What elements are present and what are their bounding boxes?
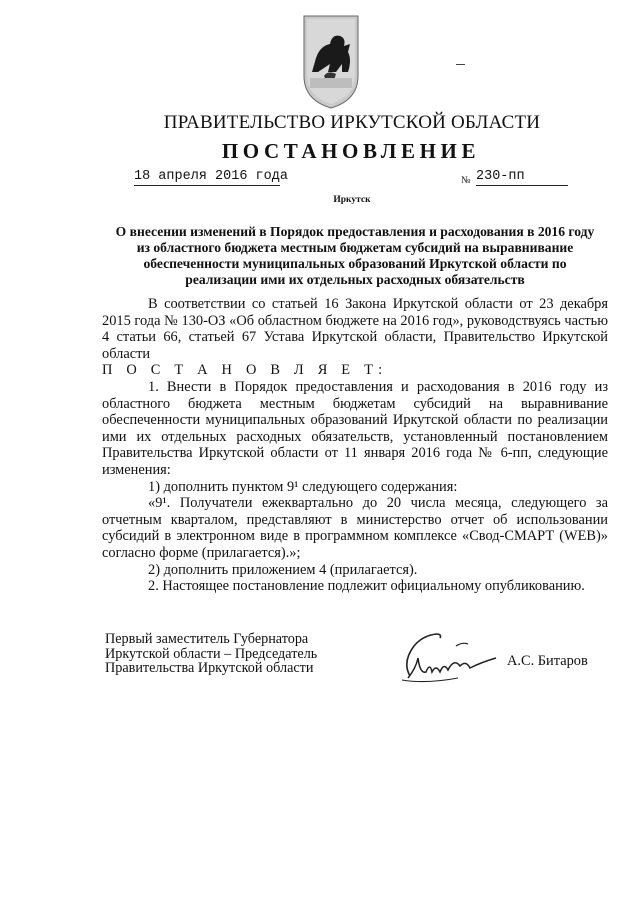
preamble-paragraph: В соответствии со статьей 16 Закона Иркутской области от 23 декабря 2015 года № 130-ОЗ «Об областном бюджете на 2016 год», руководствуясь частью 4 статьи 66, статьей 67 Устава Иркутской области, Правительство Иркутской области: [102, 296, 608, 362]
decree-body: [102, 296, 608, 595]
item-1-paragraph: 1. Внести в Порядок предоставления и расходования в 2016 году из областного бюджета местным бюджетам субсидий на выравнивание обеспеченности муниципальных образований Иркутской области по реализации ими их отдельных расходных обязательств, установленный постановлением Правительства Иркутской области от 11 января 2016 года № 6-пп, следующие изменения:: [102, 378, 608, 478]
stray-mark: [456, 64, 465, 65]
signer-name: А.С. Битаров: [507, 653, 588, 669]
government-title: ПРАВИТЕЛЬСТВО ИРКУТСКОЙ ОБЛАСТИ: [163, 112, 541, 133]
handwritten-signature-icon: [396, 628, 504, 690]
city-name: Иркутск: [333, 195, 371, 205]
coat-of-arms-icon: [302, 14, 360, 110]
item-2-paragraph: 2. Настоящее постановление подлежит официальному опубликованию.: [148, 578, 585, 595]
item-1-1-paragraph: 1) дополнить пунктом 9¹ следующего содержания:: [148, 478, 458, 495]
decree-date: 18 апреля 2016 года: [134, 169, 288, 184]
resolves-heading: П О С Т А Н О В Л Я Е Т:: [102, 362, 388, 379]
item-1-1-text-paragraph: «9¹. Получатели ежеквартально до 20 числа месяца, следующего за отчетным кварталом, представляют в министерство отчет об использовании субсидий в электронном виде в программном комплексе «Свод-СМАРТ (WEB)» согласно форме (прилагается).»;: [102, 495, 608, 561]
decree-subject: О внесении изменений в Порядок предоставления и расходования в 2016 году из областного бюджета местным бюджетам субсидий на выравнивание обеспеченности муниципальных образований Иркутской области по реализации ими их отдельных расходных обязательств: [115, 224, 595, 287]
signer-position-line: Первый заместитель Губернатора: [105, 631, 309, 647]
item-1-2-paragraph: 2) дополнить приложением 4 (прилагается).: [148, 561, 418, 578]
signer-position-line: Правительства Иркутской области: [105, 660, 314, 677]
document-type-title: ПОСТАНОВЛЕНИЕ: [221, 139, 481, 163]
decree-number: 230-пп: [476, 169, 568, 186]
signer-position-line: Иркутской области – Председатель: [105, 645, 318, 662]
signer-position: [105, 632, 317, 676]
number-sign: №: [461, 175, 471, 186]
